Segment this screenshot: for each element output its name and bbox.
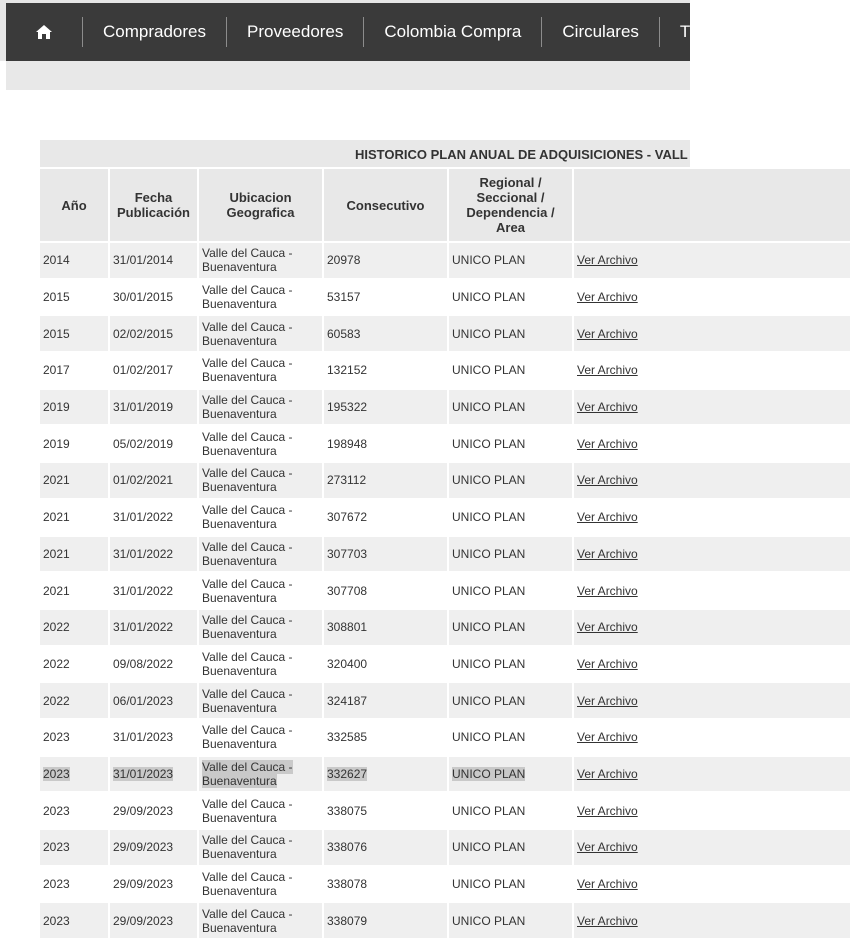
cell-consecutivo (324, 757, 447, 794)
ver-archivo-link[interactable]: Ver Archivo (577, 803, 638, 818)
cell-ubicacion-line2: Buenaventura (202, 480, 277, 495)
cell-anio-text: 2023 (43, 766, 70, 781)
cell-regional (449, 757, 572, 794)
cell-fecha-text: 31/01/2019 (113, 400, 174, 415)
ver-archivo-link[interactable]: Ver Archivo (577, 840, 638, 855)
cell-fecha-text: 31/01/2023 (113, 730, 174, 745)
cell-anio-text: 2014 (43, 253, 70, 268)
ver-archivo-link[interactable]: Ver Archivo (577, 693, 638, 708)
cell-anio (40, 720, 108, 757)
cell-consecutivo-text: 338079 (327, 913, 368, 928)
cell-consecutivo-text: 332585 (327, 730, 368, 745)
cell-consecutivo (324, 610, 447, 647)
cell-fecha-text: 29/09/2023 (113, 840, 174, 855)
cell-regional-text: UNICO PLAN (452, 473, 526, 488)
cell-fecha-text: 31/01/2022 (113, 510, 174, 525)
cell-ubicacion-line1: Valle del Cauca - (202, 246, 293, 261)
cell-consecutivo-text: 308801 (327, 620, 368, 635)
cell-ubicacion-line2: Buenaventura (202, 773, 277, 788)
cell-ubicacion-line2: Buenaventura (202, 407, 277, 422)
cell-ubicacion-line1: Valle del Cauca - (202, 429, 293, 444)
cell-archivo (574, 463, 850, 500)
cell-consecutivo (324, 720, 447, 757)
cell-anio (40, 647, 108, 684)
cell-ubicacion (199, 316, 322, 353)
cell-ubicacion (199, 573, 322, 610)
nav-item-circulares[interactable]: Circulares (562, 22, 639, 41)
cell-ubicacion-line1: Valle del Cauca - (202, 466, 293, 481)
cell-anio (40, 353, 108, 390)
cell-ubicacion (199, 830, 322, 867)
cell-fecha (110, 793, 197, 830)
cell-anio-text: 2022 (43, 620, 70, 635)
ver-archivo-link[interactable]: Ver Archivo (577, 583, 638, 598)
cell-fecha (110, 683, 197, 720)
cell-anio-text: 2015 (43, 326, 70, 341)
cell-regional-text: UNICO PLAN (452, 400, 526, 415)
main-nav (6, 3, 705, 61)
cell-anio-text: 2023 (43, 803, 70, 818)
cell-ubicacion (199, 793, 322, 830)
header-anio: Año (40, 169, 108, 243)
cell-anio-text: 2021 (43, 473, 70, 488)
cell-consecutivo (324, 683, 447, 720)
cell-regional-text: UNICO PLAN (452, 693, 526, 708)
cell-fecha-text: 29/09/2023 (113, 877, 174, 892)
home-icon (35, 24, 53, 40)
cell-fecha (110, 720, 197, 757)
cell-archivo (574, 573, 850, 610)
cell-anio-text: 2017 (43, 363, 70, 378)
cell-anio (40, 683, 108, 720)
cell-regional-text: UNICO PLAN (452, 803, 526, 818)
cell-fecha (110, 537, 197, 574)
cell-fecha-text: 31/01/2022 (113, 620, 174, 635)
cell-consecutivo-text: 338075 (327, 803, 368, 818)
cell-consecutivo-text: 53157 (327, 290, 361, 305)
table-caption: HISTORICO PLAN ANUAL DE ADQUISICIONES - VALL (40, 140, 690, 169)
cell-consecutivo (324, 903, 447, 940)
table-row (40, 720, 850, 757)
cell-consecutivo-text: 273112 (327, 473, 367, 488)
cell-consecutivo (324, 867, 447, 904)
cell-fecha (110, 243, 197, 280)
cell-ubicacion (199, 280, 322, 317)
cell-fecha-text: 01/02/2021 (113, 473, 174, 488)
cell-ubicacion-line2: Buenaventura (202, 700, 277, 715)
cell-regional-text: UNICO PLAN (452, 766, 526, 781)
cell-ubicacion (199, 720, 322, 757)
cell-fecha-text: 31/01/2023 (113, 766, 174, 781)
cell-regional (449, 390, 572, 427)
cell-consecutivo-text: 20978 (327, 253, 361, 268)
cell-anio-text: 2022 (43, 693, 70, 708)
cell-ubicacion-line1: Valle del Cauca - (202, 796, 293, 811)
cell-consecutivo-text: 60583 (327, 326, 361, 341)
cell-consecutivo (324, 426, 447, 463)
cell-regional-text: UNICO PLAN (452, 730, 526, 745)
cell-ubicacion (199, 390, 322, 427)
ver-archivo-link[interactable]: Ver Archivo (577, 400, 638, 415)
cell-anio (40, 390, 108, 427)
cell-ubicacion-line1: Valle del Cauca - (202, 613, 293, 628)
cell-consecutivo (324, 280, 447, 317)
cell-ubicacion-line1: Valle del Cauca - (202, 356, 293, 371)
cell-consecutivo-text: 132152 (327, 363, 368, 378)
cell-consecutivo-text: 320400 (327, 656, 368, 671)
cell-fecha-text: 29/09/2023 (113, 803, 174, 818)
cell-consecutivo-text: 307703 (327, 546, 368, 561)
cell-ubicacion-line2: Buenaventura (202, 590, 277, 605)
cell-anio (40, 280, 108, 317)
table-row (40, 573, 850, 610)
historic-plan-table (38, 169, 852, 940)
cell-regional (449, 683, 572, 720)
cell-fecha (110, 903, 197, 940)
cell-fecha (110, 610, 197, 647)
cell-archivo (574, 537, 850, 574)
cell-archivo (574, 390, 850, 427)
cell-anio (40, 757, 108, 794)
cell-anio (40, 463, 108, 500)
cell-anio-text: 2021 (43, 546, 70, 561)
cell-fecha (110, 830, 197, 867)
cell-consecutivo (324, 390, 447, 427)
cell-consecutivo-text: 307672 (327, 510, 368, 525)
cell-ubicacion-line2: Buenaventura (202, 847, 277, 862)
cell-fecha-text: 31/01/2014 (113, 253, 174, 268)
cell-regional-text: UNICO PLAN (452, 840, 526, 855)
cell-ubicacion (199, 867, 322, 904)
cell-fecha-text: 31/01/2022 (113, 583, 174, 598)
cell-anio-text: 2023 (43, 840, 70, 855)
cell-ubicacion-line2: Buenaventura (202, 553, 277, 568)
table-row (40, 683, 850, 720)
table-row (40, 757, 850, 794)
cell-anio (40, 573, 108, 610)
cell-ubicacion-line2: Buenaventura (202, 663, 277, 678)
cell-anio (40, 903, 108, 940)
cell-regional-text: UNICO PLAN (452, 546, 526, 561)
cell-consecutivo-text: 332627 (327, 766, 368, 781)
ver-archivo-link[interactable]: Ver Archivo (577, 546, 638, 561)
table-row (40, 647, 850, 684)
cell-consecutivo (324, 500, 447, 537)
cell-ubicacion (199, 683, 322, 720)
cell-archivo (574, 720, 850, 757)
header-regional: Regional / Seccional / Dependencia / Area (449, 169, 572, 243)
cell-fecha-text: 30/01/2015 (113, 290, 174, 305)
nav-item-compradores[interactable]: Compradores (103, 22, 206, 41)
cell-ubicacion-line2: Buenaventura (202, 297, 277, 312)
cell-ubicacion-line1: Valle del Cauca - (202, 759, 293, 774)
cell-consecutivo (324, 463, 447, 500)
cell-ubicacion-line2: Buenaventura (202, 443, 277, 458)
cell-regional-text: UNICO PLAN (452, 656, 526, 671)
cell-ubicacion-line2: Buenaventura (202, 737, 277, 752)
cell-ubicacion-line1: Valle del Cauca - (202, 283, 293, 298)
cell-anio-text: 2023 (43, 913, 70, 928)
cell-ubicacion (199, 463, 322, 500)
table-row (40, 610, 850, 647)
cell-ubicacion-line2: Buenaventura (202, 370, 277, 385)
cell-archivo (574, 316, 850, 353)
cell-anio (40, 793, 108, 830)
cell-anio-text: 2019 (43, 436, 70, 451)
cell-consecutivo (324, 647, 447, 684)
cell-consecutivo (324, 573, 447, 610)
cell-consecutivo-text: 324187 (327, 693, 368, 708)
cell-anio (40, 830, 108, 867)
header-fecha-publicacion: Fecha Publicación (110, 169, 197, 243)
cell-anio (40, 867, 108, 904)
cell-ubicacion (199, 757, 322, 794)
breadcrumb-strip (6, 61, 690, 90)
cell-anio-text: 2021 (43, 510, 70, 525)
cell-regional (449, 353, 572, 390)
cell-ubicacion-line2: Buenaventura (202, 884, 277, 899)
cell-consecutivo (324, 830, 447, 867)
cell-regional-text: UNICO PLAN (452, 436, 526, 451)
home-button[interactable] (6, 3, 82, 61)
cell-fecha (110, 353, 197, 390)
table-row (40, 903, 850, 940)
cell-ubicacion-line2: Buenaventura (202, 517, 277, 532)
cell-regional-text: UNICO PLAN (452, 913, 526, 928)
ver-archivo-link[interactable]: Ver Archivo (577, 326, 638, 341)
cell-ubicacion-line2: Buenaventura (202, 260, 277, 275)
cell-regional (449, 793, 572, 830)
cell-regional (449, 243, 572, 280)
table-body (40, 243, 850, 940)
cell-anio-text: 2019 (43, 400, 70, 415)
cell-ubicacion-line1: Valle del Cauca - (202, 723, 293, 738)
cell-anio (40, 243, 108, 280)
cell-regional-text: UNICO PLAN (452, 326, 526, 341)
cell-fecha (110, 573, 197, 610)
cell-anio-text: 2015 (43, 290, 70, 305)
cell-ubicacion-line1: Valle del Cauca - (202, 686, 293, 701)
table-row (40, 426, 850, 463)
table-row (40, 537, 850, 574)
ver-archivo-link[interactable]: Ver Archivo (577, 436, 638, 451)
cell-archivo (574, 830, 850, 867)
cell-regional-text: UNICO PLAN (452, 877, 526, 892)
cell-ubicacion (199, 500, 322, 537)
ver-archivo-link[interactable]: Ver Archivo (577, 766, 638, 781)
cell-consecutivo (324, 793, 447, 830)
cell-ubicacion-line2: Buenaventura (202, 333, 277, 348)
table-row (40, 316, 850, 353)
cell-anio-text: 2023 (43, 730, 70, 745)
cell-ubicacion-line1: Valle del Cauca - (202, 503, 293, 518)
cell-ubicacion-line1: Valle del Cauca - (202, 906, 293, 921)
cell-archivo (574, 793, 850, 830)
cell-regional (449, 537, 572, 574)
header-consecutivo: Consecutivo (324, 169, 447, 243)
historic-plan-table-container (40, 140, 690, 935)
cell-ubicacion (199, 903, 322, 940)
cell-archivo (574, 280, 850, 317)
cell-regional (449, 830, 572, 867)
cell-ubicacion (199, 647, 322, 684)
ver-archivo-link[interactable]: Ver Archivo (577, 620, 638, 635)
cell-archivo (574, 683, 850, 720)
cell-regional (449, 463, 572, 500)
nav-item-transparencia[interactable]: Tra (679, 22, 705, 41)
table-row (40, 390, 850, 427)
cell-fecha (110, 390, 197, 427)
cell-anio-text: 2022 (43, 656, 70, 671)
cell-archivo (574, 610, 850, 647)
cell-consecutivo-text: 307708 (327, 583, 368, 598)
cell-ubicacion-line1: Valle del Cauca - (202, 319, 293, 334)
cell-ubicacion-line1: Valle del Cauca - (202, 833, 293, 848)
cell-fecha (110, 426, 197, 463)
cell-ubicacion-line2: Buenaventura (202, 810, 277, 825)
cell-fecha (110, 280, 197, 317)
cell-fecha-text: 02/02/2015 (113, 326, 174, 341)
table-row (40, 867, 850, 904)
cell-archivo (574, 500, 850, 537)
cell-ubicacion-line2: Buenaventura (202, 627, 277, 642)
cell-consecutivo-text: 195322 (327, 400, 368, 415)
cell-ubicacion (199, 610, 322, 647)
cell-fecha (110, 463, 197, 500)
cell-regional (449, 500, 572, 537)
cell-regional-text: UNICO PLAN (452, 510, 526, 525)
table-row (40, 353, 850, 390)
table-row (40, 243, 850, 280)
cell-archivo (574, 647, 850, 684)
cell-archivo (574, 867, 850, 904)
cell-consecutivo-text: 198948 (327, 436, 368, 451)
cell-regional-text: UNICO PLAN (452, 363, 526, 378)
cell-regional (449, 903, 572, 940)
cell-archivo (574, 353, 850, 390)
ver-archivo-link[interactable]: Ver Archivo (577, 510, 638, 525)
cell-anio-text: 2021 (43, 583, 70, 598)
cell-fecha (110, 757, 197, 794)
cell-ubicacion (199, 243, 322, 280)
cell-consecutivo (324, 243, 447, 280)
cell-regional-text: UNICO PLAN (452, 583, 526, 598)
cell-consecutivo (324, 316, 447, 353)
table-row (40, 830, 850, 867)
table-row (40, 463, 850, 500)
cell-ubicacion-line1: Valle del Cauca - (202, 576, 293, 591)
table-row (40, 500, 850, 537)
cell-regional (449, 573, 572, 610)
cell-anio (40, 500, 108, 537)
cell-regional (449, 647, 572, 684)
ver-archivo-link[interactable]: Ver Archivo (577, 913, 638, 928)
cell-regional (449, 867, 572, 904)
cell-ubicacion-line2: Buenaventura (202, 920, 277, 935)
header-archivo (574, 169, 850, 243)
cell-consecutivo-text: 338078 (327, 877, 368, 892)
ver-archivo-link[interactable]: Ver Archivo (577, 473, 638, 488)
cell-regional (449, 316, 572, 353)
cell-fecha (110, 647, 197, 684)
cell-consecutivo (324, 537, 447, 574)
cell-anio (40, 426, 108, 463)
cell-ubicacion-line1: Valle del Cauca - (202, 649, 293, 664)
cell-fecha-text: 29/09/2023 (113, 913, 174, 928)
ver-archivo-link[interactable]: Ver Archivo (577, 656, 638, 671)
ver-archivo-link[interactable]: Ver Archivo (577, 877, 638, 892)
header-ubicacion-geografica: Ubicacion Geografica (199, 169, 322, 243)
cell-anio (40, 610, 108, 647)
cell-fecha-text: 09/08/2022 (113, 656, 174, 671)
table-row (40, 280, 850, 317)
nav-item-colombia-compra[interactable]: Colombia Compra (384, 22, 522, 41)
cell-regional-text: UNICO PLAN (452, 620, 526, 635)
ver-archivo-link[interactable]: Ver Archivo (577, 253, 638, 268)
cell-fecha (110, 500, 197, 537)
cell-anio (40, 537, 108, 574)
cell-regional-text: UNICO PLAN (452, 253, 526, 268)
cell-fecha-text: 05/02/2019 (113, 436, 174, 451)
cell-ubicacion (199, 426, 322, 463)
cell-fecha-text: 31/01/2022 (113, 546, 174, 561)
cell-ubicacion-line1: Valle del Cauca - (202, 539, 293, 554)
cell-ubicacion (199, 537, 322, 574)
cell-regional (449, 426, 572, 463)
cell-archivo (574, 426, 850, 463)
cell-archivo (574, 903, 850, 940)
cell-fecha (110, 316, 197, 353)
cell-ubicacion (199, 353, 322, 390)
cell-regional (449, 720, 572, 757)
cell-fecha-text: 01/02/2017 (113, 363, 174, 378)
table-header-row (40, 169, 850, 243)
cell-fecha-text: 06/01/2023 (113, 693, 174, 708)
cell-anio-text: 2023 (43, 877, 70, 892)
cell-regional (449, 610, 572, 647)
cell-fecha (110, 867, 197, 904)
cell-ubicacion-line1: Valle del Cauca - (202, 393, 293, 408)
cell-regional (449, 280, 572, 317)
ver-archivo-link[interactable]: Ver Archivo (577, 290, 638, 305)
table-row (40, 793, 850, 830)
cell-consecutivo (324, 353, 447, 390)
cell-regional-text: UNICO PLAN (452, 290, 526, 305)
cell-ubicacion-line1: Valle del Cauca - (202, 870, 293, 885)
cell-archivo (574, 243, 850, 280)
nav-item-proveedores[interactable]: Proveedores (247, 22, 344, 41)
ver-archivo-link[interactable]: Ver Archivo (577, 363, 638, 378)
ver-archivo-link[interactable]: Ver Archivo (577, 730, 638, 745)
cell-consecutivo-text: 338076 (327, 840, 368, 855)
cell-archivo (574, 757, 850, 794)
cell-anio (40, 316, 108, 353)
